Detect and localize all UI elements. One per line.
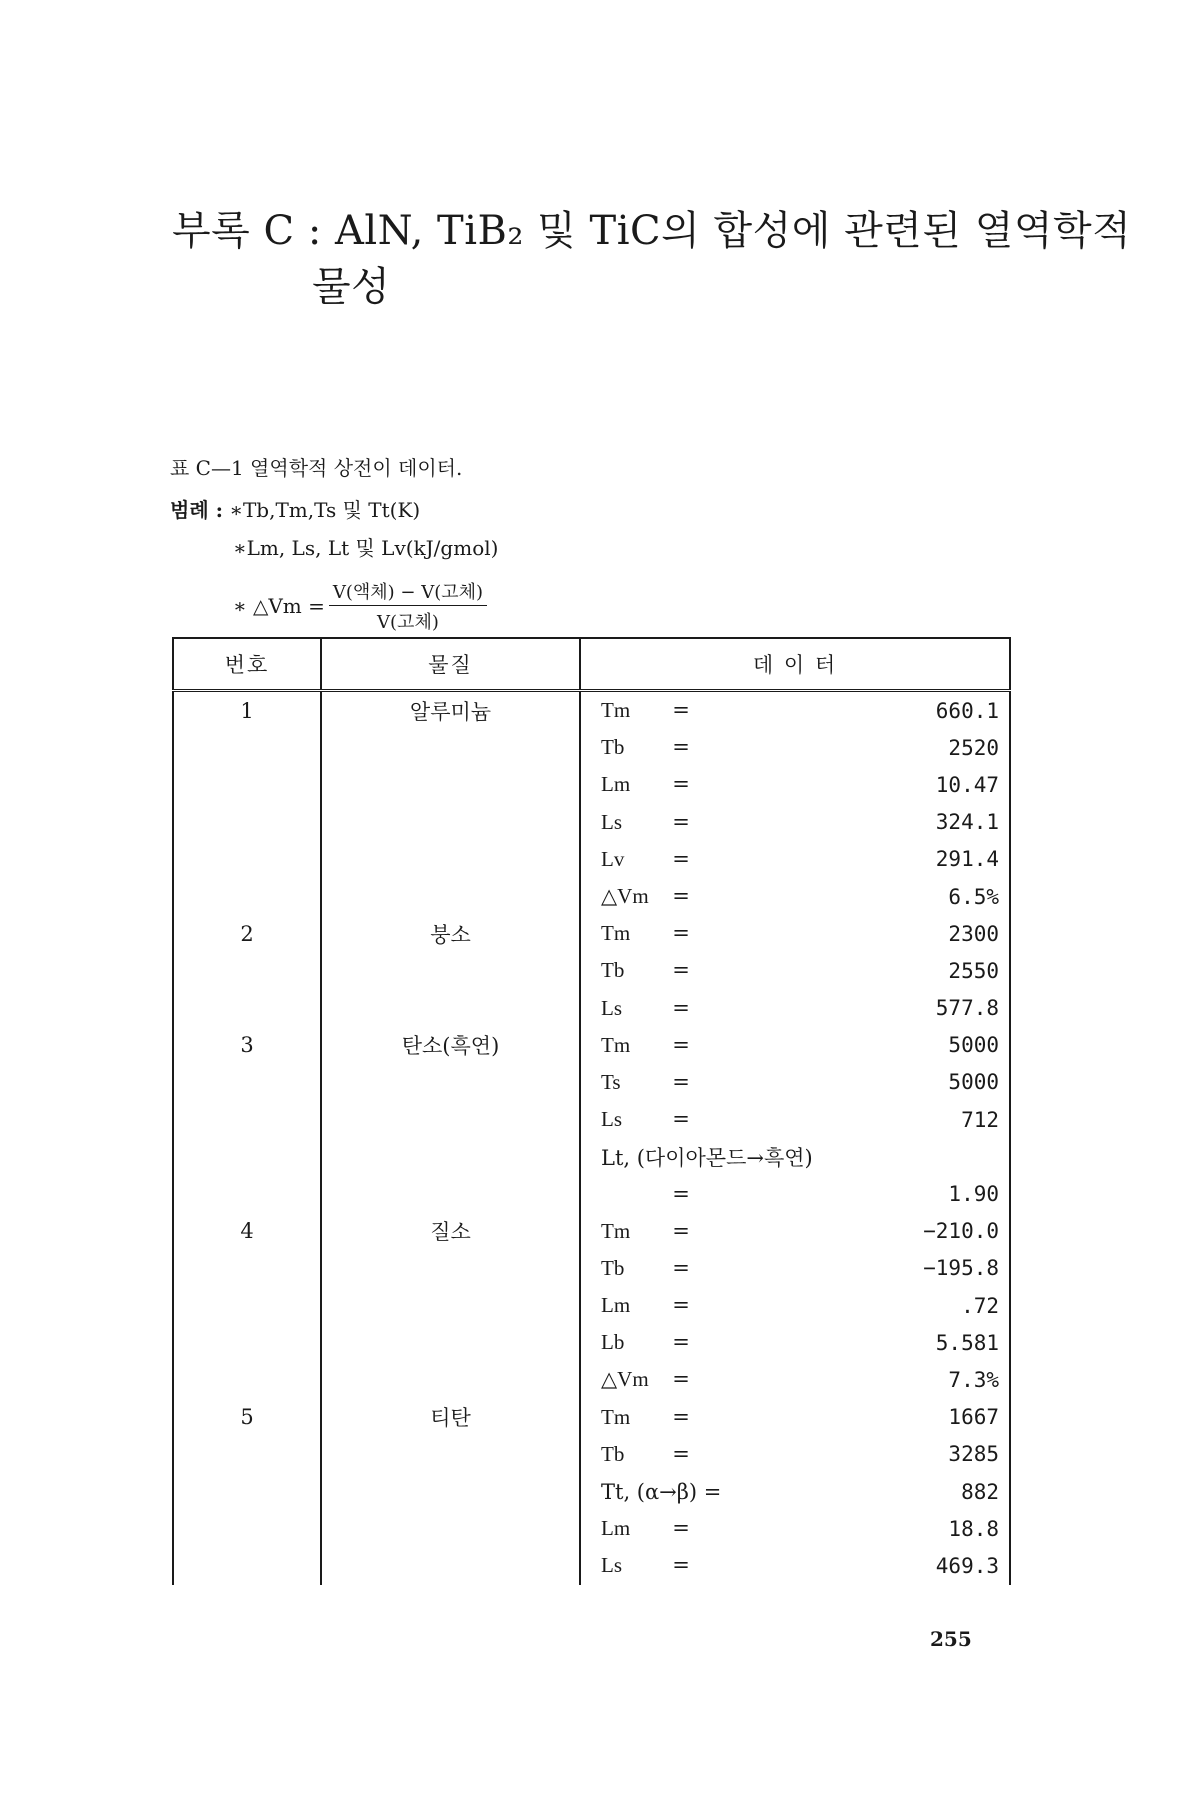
data-value: 2550: [948, 958, 999, 983]
data-equals: =: [672, 698, 690, 723]
row-material: 티탄: [321, 1399, 580, 1436]
data-value: 10.47: [935, 772, 999, 797]
data-label: Lb: [601, 1330, 625, 1355]
row-number: [173, 1138, 321, 1175]
table-row: [173, 1547, 1010, 1584]
data-equals: =: [672, 1404, 690, 1429]
row-data: [580, 915, 1010, 952]
row-material: [321, 1287, 580, 1324]
table-body: [173, 691, 1010, 1585]
row-data: [580, 729, 1010, 766]
row-number: 3: [173, 1027, 321, 1064]
data-value: 5.581: [935, 1330, 999, 1355]
table-row: [173, 841, 1010, 878]
table-row: [173, 1101, 1010, 1138]
row-data: [580, 1175, 1010, 1212]
data-value: 324.1: [935, 810, 999, 835]
row-data: [580, 1101, 1010, 1138]
row-number: [173, 990, 321, 1027]
formula-fraction: [329, 578, 487, 634]
data-equals: =: [672, 1367, 690, 1392]
data-equals: =: [672, 1107, 690, 1132]
row-material: [321, 878, 580, 915]
volume-change-formula: [233, 578, 487, 634]
row-material: 탄소(흑연): [321, 1027, 580, 1064]
data-label: Tm: [601, 1218, 631, 1243]
row-number: [173, 1101, 321, 1138]
data-label: Lv: [601, 846, 625, 871]
data-value: 6.5%: [948, 884, 999, 909]
data-value: 1667: [948, 1405, 999, 1430]
data-equals: =: [672, 1553, 690, 1578]
table-row: [173, 1324, 1010, 1361]
table-row: [173, 691, 1010, 730]
row-number: [173, 1324, 321, 1361]
data-equals: =: [672, 1516, 690, 1541]
row-material: [321, 990, 580, 1027]
row-material: [321, 952, 580, 989]
row-number: [173, 766, 321, 803]
data-label: Tb: [601, 958, 625, 983]
row-material: 질소: [321, 1213, 580, 1250]
table-row: [173, 804, 1010, 841]
formula-lhs: ∗ △Vm =: [233, 594, 325, 618]
table-row: [173, 1250, 1010, 1287]
row-number: [173, 1361, 321, 1398]
row-data: [580, 1324, 1010, 1361]
table-row: [173, 1473, 1010, 1510]
data-equals: =: [672, 1218, 690, 1243]
row-data: [580, 1064, 1010, 1101]
table-caption: 표 C—1 열역학적 상전이 데이터.: [170, 456, 463, 480]
data-value: 577.8: [935, 996, 999, 1021]
row-data: [580, 1027, 1010, 1064]
row-data: [580, 1399, 1010, 1436]
row-data: [580, 878, 1010, 915]
data-label: Tm: [601, 921, 631, 946]
data-label: Lt, (다이아몬드→흑연): [601, 1145, 813, 1170]
row-number: [173, 1064, 321, 1101]
row-number: [173, 952, 321, 989]
data-value: 882: [961, 1479, 999, 1504]
data-value: 5000: [948, 1033, 999, 1058]
row-data: [580, 990, 1010, 1027]
data-value: 5000: [948, 1070, 999, 1095]
data-label: △Vm: [601, 1367, 649, 1392]
row-number: [173, 1250, 321, 1287]
row-number: 4: [173, 1213, 321, 1250]
data-label: Tm: [601, 1032, 631, 1057]
data-equals: =: [672, 1069, 690, 1094]
title-line-1: 부록 C : AlN, TiB₂ 및 TiC의 합성에 관련된 열역학적: [172, 208, 1132, 254]
data-label: Tt, (α→β) =: [601, 1479, 722, 1504]
data-label: Tb: [601, 1255, 625, 1280]
table-row: [173, 1436, 1010, 1473]
header-data: 데 이 터: [580, 638, 1010, 691]
table-row: [173, 952, 1010, 989]
data-equals: =: [672, 1255, 690, 1280]
row-number: 1: [173, 691, 321, 730]
row-data: [580, 804, 1010, 841]
data-value: −210.0: [923, 1219, 999, 1244]
data-equals: =: [672, 809, 690, 834]
legend-line-2: ∗Lm, Ls, Lt 및 Lv(kJ/gmol): [233, 536, 499, 560]
table-row: [173, 1027, 1010, 1064]
row-material: [321, 729, 580, 766]
data-label: Ls: [601, 995, 622, 1020]
row-material: 알루미늄: [321, 691, 580, 730]
data-label: Ts: [601, 1069, 621, 1094]
row-number: [173, 1473, 321, 1510]
row-data: [580, 1138, 1010, 1175]
row-material: [321, 1250, 580, 1287]
table-row: [173, 990, 1010, 1027]
row-data: [580, 1436, 1010, 1473]
data-value: 2300: [948, 921, 999, 946]
table-row: [173, 1510, 1010, 1547]
data-label: Ls: [601, 1553, 622, 1578]
row-data: [580, 1547, 1010, 1584]
data-equals: =: [672, 1330, 690, 1355]
data-label: Ls: [601, 1107, 622, 1132]
data-equals: =: [672, 1441, 690, 1466]
row-material: [321, 1547, 580, 1584]
data-label: Tb: [601, 1441, 625, 1466]
formula-numerator: V(액체) − V(고체): [329, 578, 487, 606]
data-label: Lm: [601, 772, 631, 797]
data-label: Tb: [601, 735, 625, 760]
row-number: [173, 1510, 321, 1547]
data-value: 291.4: [935, 847, 999, 872]
data-equals: =: [672, 772, 690, 797]
table-row: [173, 1175, 1010, 1212]
data-equals: =: [672, 735, 690, 760]
row-material: [321, 1064, 580, 1101]
table-row: [173, 915, 1010, 952]
data-label: Lm: [601, 1516, 631, 1541]
row-data: [580, 1361, 1010, 1398]
data-label: △Vm: [601, 884, 649, 909]
row-data: [580, 1250, 1010, 1287]
thermo-data-table: [172, 637, 1011, 1585]
data-value: 712: [961, 1107, 999, 1132]
data-equals: =: [672, 995, 690, 1020]
row-data: [580, 1287, 1010, 1324]
row-data: [580, 1473, 1010, 1510]
row-material: [321, 1361, 580, 1398]
data-equals: =: [672, 1032, 690, 1057]
data-value: .72: [961, 1293, 999, 1318]
row-number: [173, 1436, 321, 1473]
row-material: [321, 841, 580, 878]
row-data: [580, 691, 1010, 730]
row-number: [173, 841, 321, 878]
data-value: 7.3%: [948, 1367, 999, 1392]
row-data: [580, 1510, 1010, 1547]
row-number: 2: [173, 915, 321, 952]
row-data: [580, 766, 1010, 803]
data-value: 3285: [948, 1442, 999, 1467]
header-material: 물질: [321, 638, 580, 691]
page-number: 255: [930, 1627, 972, 1651]
row-number: [173, 1175, 321, 1212]
row-material: [321, 1175, 580, 1212]
data-equals: =: [672, 958, 690, 983]
row-material: [321, 1138, 580, 1175]
row-number: [173, 1287, 321, 1324]
header-number: 번호: [173, 638, 321, 691]
row-material: 붕소: [321, 915, 580, 952]
data-equals: =: [672, 1293, 690, 1318]
data-value: 2520: [948, 735, 999, 760]
row-number: [173, 729, 321, 766]
row-number: [173, 804, 321, 841]
table-row: [173, 729, 1010, 766]
data-equals: =: [672, 884, 690, 909]
data-label: Ls: [601, 809, 622, 834]
row-material: [321, 766, 580, 803]
table-row: [173, 766, 1010, 803]
row-material: [321, 1510, 580, 1547]
data-value: 660.1: [935, 698, 999, 723]
data-equals: =: [672, 846, 690, 871]
legend-line-1: [170, 494, 420, 523]
row-material: [321, 1473, 580, 1510]
table-row: [173, 1287, 1010, 1324]
legend-temperatures: ∗Tb,Tm,Ts 및 Tt(K): [229, 498, 421, 522]
table-row: [173, 1361, 1010, 1398]
table-row: [173, 878, 1010, 915]
data-equals: =: [672, 1182, 690, 1207]
table-row: [173, 1138, 1010, 1175]
table-row: [173, 1213, 1010, 1250]
data-label: Tm: [601, 1404, 631, 1429]
row-data: [580, 841, 1010, 878]
row-material: [321, 1101, 580, 1138]
table-header-row: [173, 638, 1010, 691]
data-value: 18.8: [948, 1516, 999, 1541]
formula-denominator: V(고체): [377, 612, 439, 633]
data-label: Tm: [601, 698, 631, 723]
data-value: 1.90: [948, 1182, 999, 1207]
row-material: [321, 804, 580, 841]
row-data: [580, 952, 1010, 989]
row-data: [580, 1213, 1010, 1250]
data-equals: =: [672, 921, 690, 946]
legend-label: 범례 :: [170, 498, 223, 522]
row-material: [321, 1436, 580, 1473]
table-row: [173, 1064, 1010, 1101]
appendix-title: [172, 203, 1131, 315]
data-value: 469.3: [935, 1553, 999, 1578]
data-label: Lm: [601, 1293, 631, 1318]
row-material: [321, 1324, 580, 1361]
row-number: [173, 878, 321, 915]
data-value: −195.8: [923, 1256, 999, 1281]
row-number: 5: [173, 1399, 321, 1436]
row-number: [173, 1547, 321, 1584]
table-row: [173, 1399, 1010, 1436]
title-line-2: 물성: [312, 264, 391, 310]
